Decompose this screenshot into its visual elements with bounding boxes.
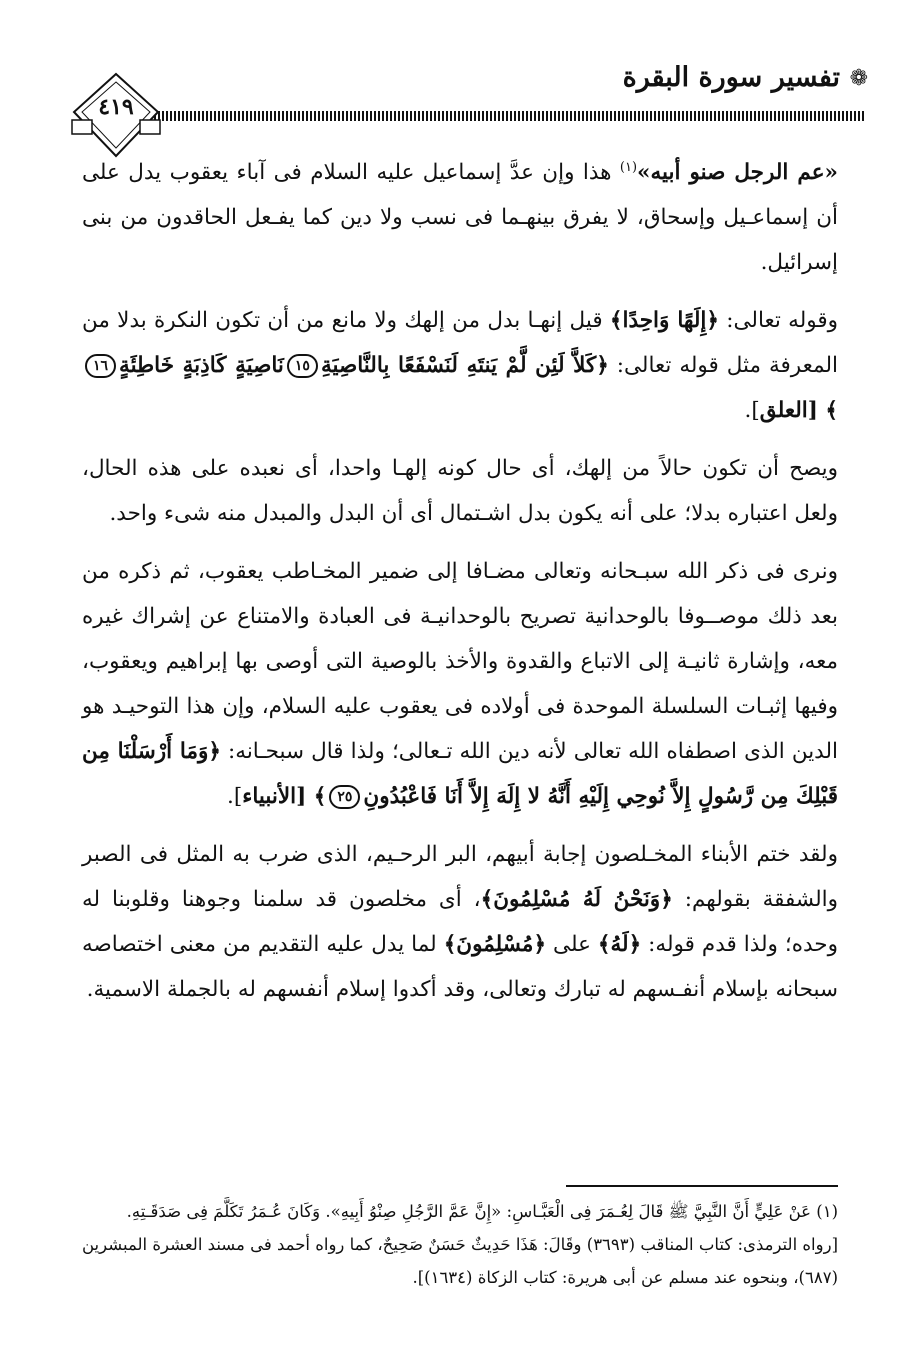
ayah-number-marker: ١٥ bbox=[287, 354, 318, 378]
paragraph-text: ولقد ختم الأبناء المخـلصون إجابة أبيهم، البر الرحـيم، الذى ضرب به المثل فى الصبر والشفقة بقولهم: bbox=[82, 842, 838, 912]
running-title: تفسير سورة البقرة bbox=[622, 62, 840, 93]
paragraph-1 bbox=[82, 150, 838, 285]
paragraph-text: ]. bbox=[744, 398, 760, 423]
paragraph-5 bbox=[82, 832, 838, 1012]
page-number: ٤١٩ bbox=[98, 94, 134, 120]
footnote-separator bbox=[566, 1185, 838, 1187]
header-ornament-icon: ❁ bbox=[849, 66, 868, 91]
page-number-badge bbox=[70, 72, 162, 160]
paragraph-text: قيل إنهـا بدل من إلهك ولا مانع من أن تكون النكرة بدلا من المعرفة مثل قوله تعالى: bbox=[82, 308, 838, 378]
footnote-1-source: [رواه الترمذى: كتاب المناقب (٣٦٩٣) وقَالَ: هَذَا حَدِيثٌ حَسَنٌ صَحِيحٌ، كما رواه أحمد فى مسند العشرة المبشرين (٦٨٧)، وبنحوه عند مسلم عن أبى هريرة: كتاب الزكاة (١٦٣٤)]. bbox=[82, 1235, 839, 1287]
quran-bracket: ﴾ [ bbox=[807, 398, 838, 423]
footnotes bbox=[82, 1195, 838, 1294]
body-text bbox=[82, 150, 838, 1025]
paragraph-text: على bbox=[546, 932, 598, 957]
paragraph-4 bbox=[82, 549, 838, 819]
quran-quote: نَاصِيَةٍ كَاذِبَةٍ خَاطِئَةٍ bbox=[119, 353, 284, 378]
quran-quote: ﴿كَلاَّ لَئِن لَّمْ يَنتَهِ لَنَسْفَعًا بِالنَّاصِيَةِ bbox=[320, 353, 609, 378]
paragraph-3 bbox=[82, 446, 838, 536]
paragraph-text: ويصح أن تكون حالاً من إلهك، أى حال كونه إلهـا واحدا، أى نعبده على هذه الحال، ولعل اعتباره بدلا؛ على أنه يكون بدل اشـتمال أى أن البدل والمبدل منه شىء واحد. bbox=[82, 456, 838, 526]
ayah-number-marker: ٢٥ bbox=[329, 785, 360, 809]
footnote-1: (١) عَنْ عَلِيٍّ أَنَّ النَّبِيَّ ﷺ قَالَ لِعُـمَرَ فِى الْعَبَّـاسِ: «إِنَّ عَمَّ الرَّجُلِ صِنْوُ أَبِيهِ». وَكَانَ عُـمَرُ تَكَلَّمَ فِى صَدَقَـتِهِ. bbox=[126, 1202, 838, 1221]
paragraph-text: ونرى فى ذكر الله سبـحانه وتعالى مضـافا إلى ضمير المخـاطب يعقوب، ثم ذكره من بعد ذلك موصــوفا بالوحدانية تصريح بالوحدانيـة فى العبادة والامتناع عن إشراك غيره معه، وإشارة ثانيـة إلى الاتباع والقدوة والأخذ بالوصية التى أوصى بها إبراهيم ويعقوب، وفيها إثبـات السلسلة الموحدة فى أولاده فى يعقوب عليه السلام، وإن هذا التوحيـد هو الدين الذى اصطفاه الله تعالى لأنه دين الله تـعالى؛ ولذا قال سبحـانه: bbox=[82, 559, 838, 764]
quran-quote: ﴿مُسْلِمُونَ﴾ bbox=[443, 932, 547, 957]
paragraph-text: وقوله تعالى: bbox=[718, 308, 839, 333]
surah-reference: الأنبياء bbox=[242, 784, 297, 809]
header-rule bbox=[150, 111, 864, 121]
paragraph-text: ، أى مخلصون قد سلمنا وجوهنا وقلوبنا له وحده؛ ولذا قدم قوله: bbox=[82, 887, 838, 957]
quran-bracket: ﴾ [ bbox=[296, 784, 327, 809]
quran-quote: ﴿وَمَا أَرْسَلْنَا مِن قَبْلِكَ مِن رَّسُولٍ إِلاَّ نُوحِي إِلَيْهِ أَنَّهُ لا إِلَهَ إِلاَّ أَنَا فَاعْبُدُونِ bbox=[82, 739, 838, 809]
surah-reference: العلق bbox=[759, 398, 808, 423]
paragraph-text: ]. bbox=[227, 784, 243, 809]
paragraph-text: هذا وإن عدَّ إسماعيل عليه السلام فى آباء يعقوب يدل على أن إسماعـيل وإسحاق، لا يفرق بينهـما فى نسب ولا دين كما يفـعل الحاقدون من بنى إسرائيل. bbox=[82, 160, 838, 275]
hadith-quote: «عم الرجل صنو أبيه» bbox=[637, 160, 838, 185]
quran-quote: ﴿إِلَهًا وَاحِدًا﴾ bbox=[609, 308, 719, 333]
ayah-number-marker: ١٦ bbox=[85, 354, 116, 378]
footnote-ref[interactable]: (١) bbox=[619, 159, 638, 175]
paragraph-text: لما يدل عليه التقديم من معنى اختصاصه سبحانه بإسلام أنفـسهم له تبارك وتعالى، وقد أكدوا إسلام أنفسهم له بالجملة الاسمية. bbox=[82, 932, 838, 1002]
quran-quote: ﴿وَنَحْنُ لَهُ مُسْلِمُونَ﴾ bbox=[480, 887, 673, 912]
quran-quote: ﴿لَهُ﴾ bbox=[597, 932, 642, 957]
paragraph-2 bbox=[82, 298, 838, 433]
